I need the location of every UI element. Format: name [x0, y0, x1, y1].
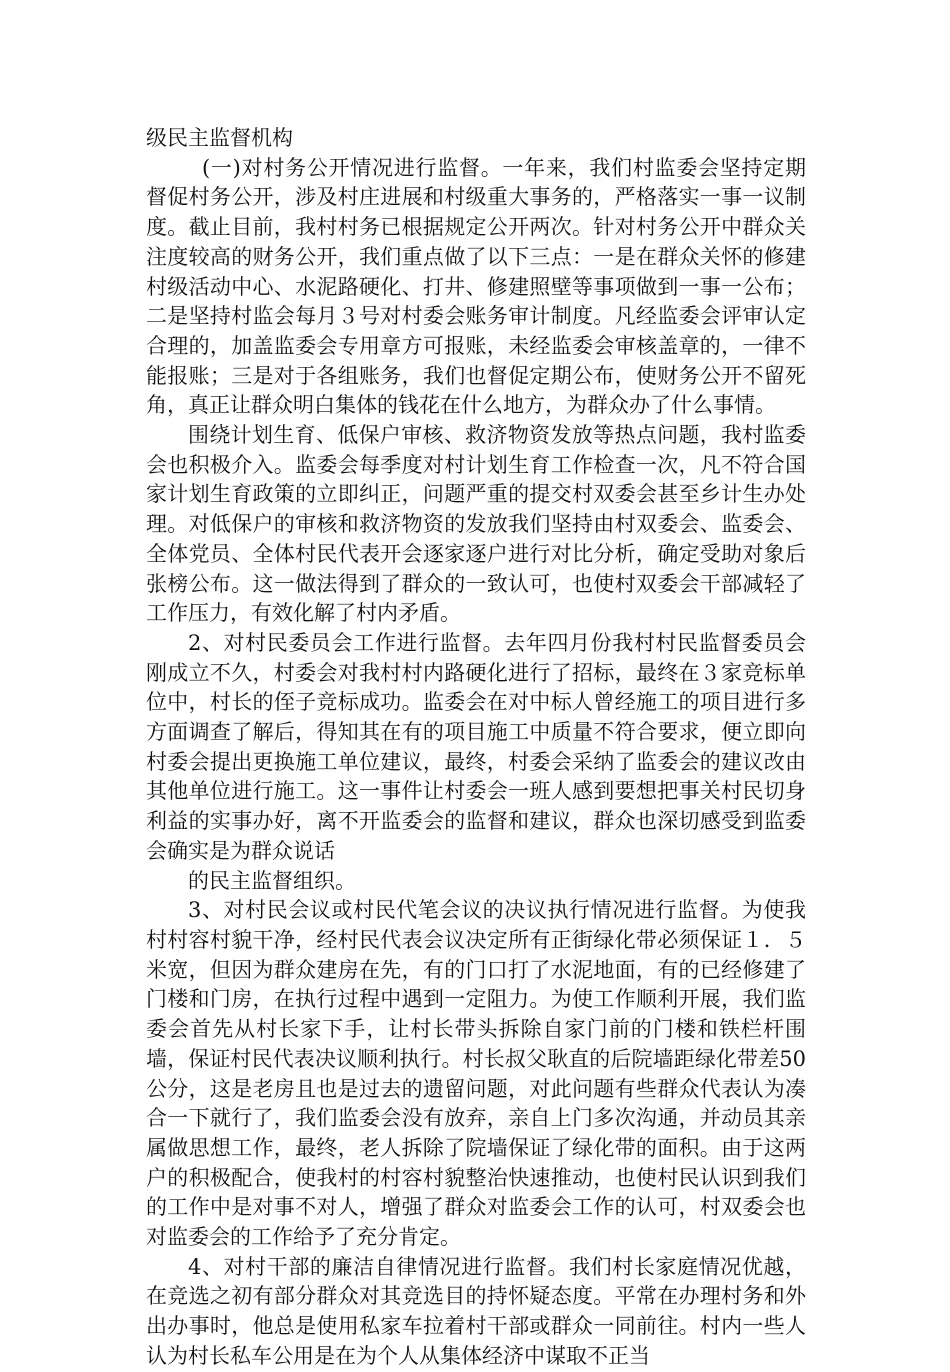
paragraph-cadre-integrity: 4、对村干部的廉洁自律情况进行监督。我们村长家庭情况优越，在竞选之初有部分群众对其竞选目的持怀疑态度。平常在办理村务和外出办事时，他总是使用私家车拉着村干部或群众一同前往。村内一些人认为村长私车公用是在为个人从集体经济中谋取不正当	[146, 1254, 806, 1368]
paragraph-village-affairs-disclosure: (一)对村务公开情况进行监督。一年来，我们村监委会坚持定期督促村务公开，涉及村庄进展和村级重大事务的，严格落实一事一议制度。截止目前，我村村务已根据规定公开两次。针对村务公开中群众关注度较高的财务公开，我们重点做了以下三点：一是在群众关怀的修建村级活动中心、水泥路硬化、打井、修建照壁等事项做到一事一公布；二是坚持村监会每月３号对村委会账务审计制度。凡经监委会评审认定合理的，加盖监委会专用章方可报账，未经监委会审核盖章的，一律不能报账；三是对于各组账务，我们也督促定期公布，使财务公开不留死角，真正让群众明白集体的钱花在什么地方，为群众办了什么事情。	[146, 155, 806, 418]
paragraph-hot-issues: 围绕计划生育、低保户审核、救济物资发放等热点问题，我村监委会也积极介入。监委会每季度对村计划生育工作检查一次，凡不符合国家计划生育政策的立即纠正，问题严重的提交村双委会甚至乡计生办处理。对低保户的审核和救济物资的发放我们坚持由村双委会、监委会、全体党员、全体村民代表开会逐家逐户进行对比分析，确定受助对象后张榜公布。这一做法得到了群众的一致认可，也使村双委会干部减轻了工作压力，有效化解了村内矛盾。	[146, 423, 806, 626]
paragraph-villagers-committee-supervision: 2、对村民委员会工作进行监督。去年四月份我村村民监督委员会刚成立不久，村委会对我村村内路硬化进行了招标，最终在３家竞标单位中，村长的侄子竞标成功。监委会在对中标人曾经施工的项目进行多方面调查了解后，得知其在有的项目施工中质量不符合要求，便立即向村委会提出更换施工单位建议，最终，村委会采纳了监委会的建议改由其他单位进行施工。这一事件让村委会一班人感到要想把事关村民切身利益的实事办好，离不开监委会的监督和建议，群众也深切感受到监委会确实是为群众说话	[146, 630, 806, 863]
paragraph-heading-fragment: 级民主监督机构	[146, 126, 293, 150]
document-page	[146, 124, 806, 1372]
paragraph-resolution-execution: 3、对村民会议或村民代笔会议的决议执行情况进行监督。为使我村村容村貌干净，经村民代表会议决定所有正街绿化带必须保证１．５米宽，但因为群众建房在先，有的门口打了水泥地面，有的已经修建了门楼和门房，在执行过程中遇到一定阻力。为使工作顺利开展，我们监委会首先从村长家下手，让村长带头拆除自家门前的门楼和铁栏杆围墙，保证村民代表决议顺利执行。村长叔父耿直的后院墙距绿化带差50公分，这是老房且也是过去的遗留问题，对此问题有些群众代表认为凑合一下就行了，我们监委会没有放弃，亲自上门多次沟通，并动员其亲属做思想工作，最终，老人拆除了院墙保证了绿化带的面积。由于这两户的积极配合，使我村的村容村貌整治快速推动，也使村民认识到我们的工作中是对事不对人，增强了群众对监委会工作的认可，村双委会也对监委会的工作给予了充分肯定。	[146, 898, 806, 1250]
paragraph-organization-note: 的民主监督组织。	[188, 868, 356, 893]
